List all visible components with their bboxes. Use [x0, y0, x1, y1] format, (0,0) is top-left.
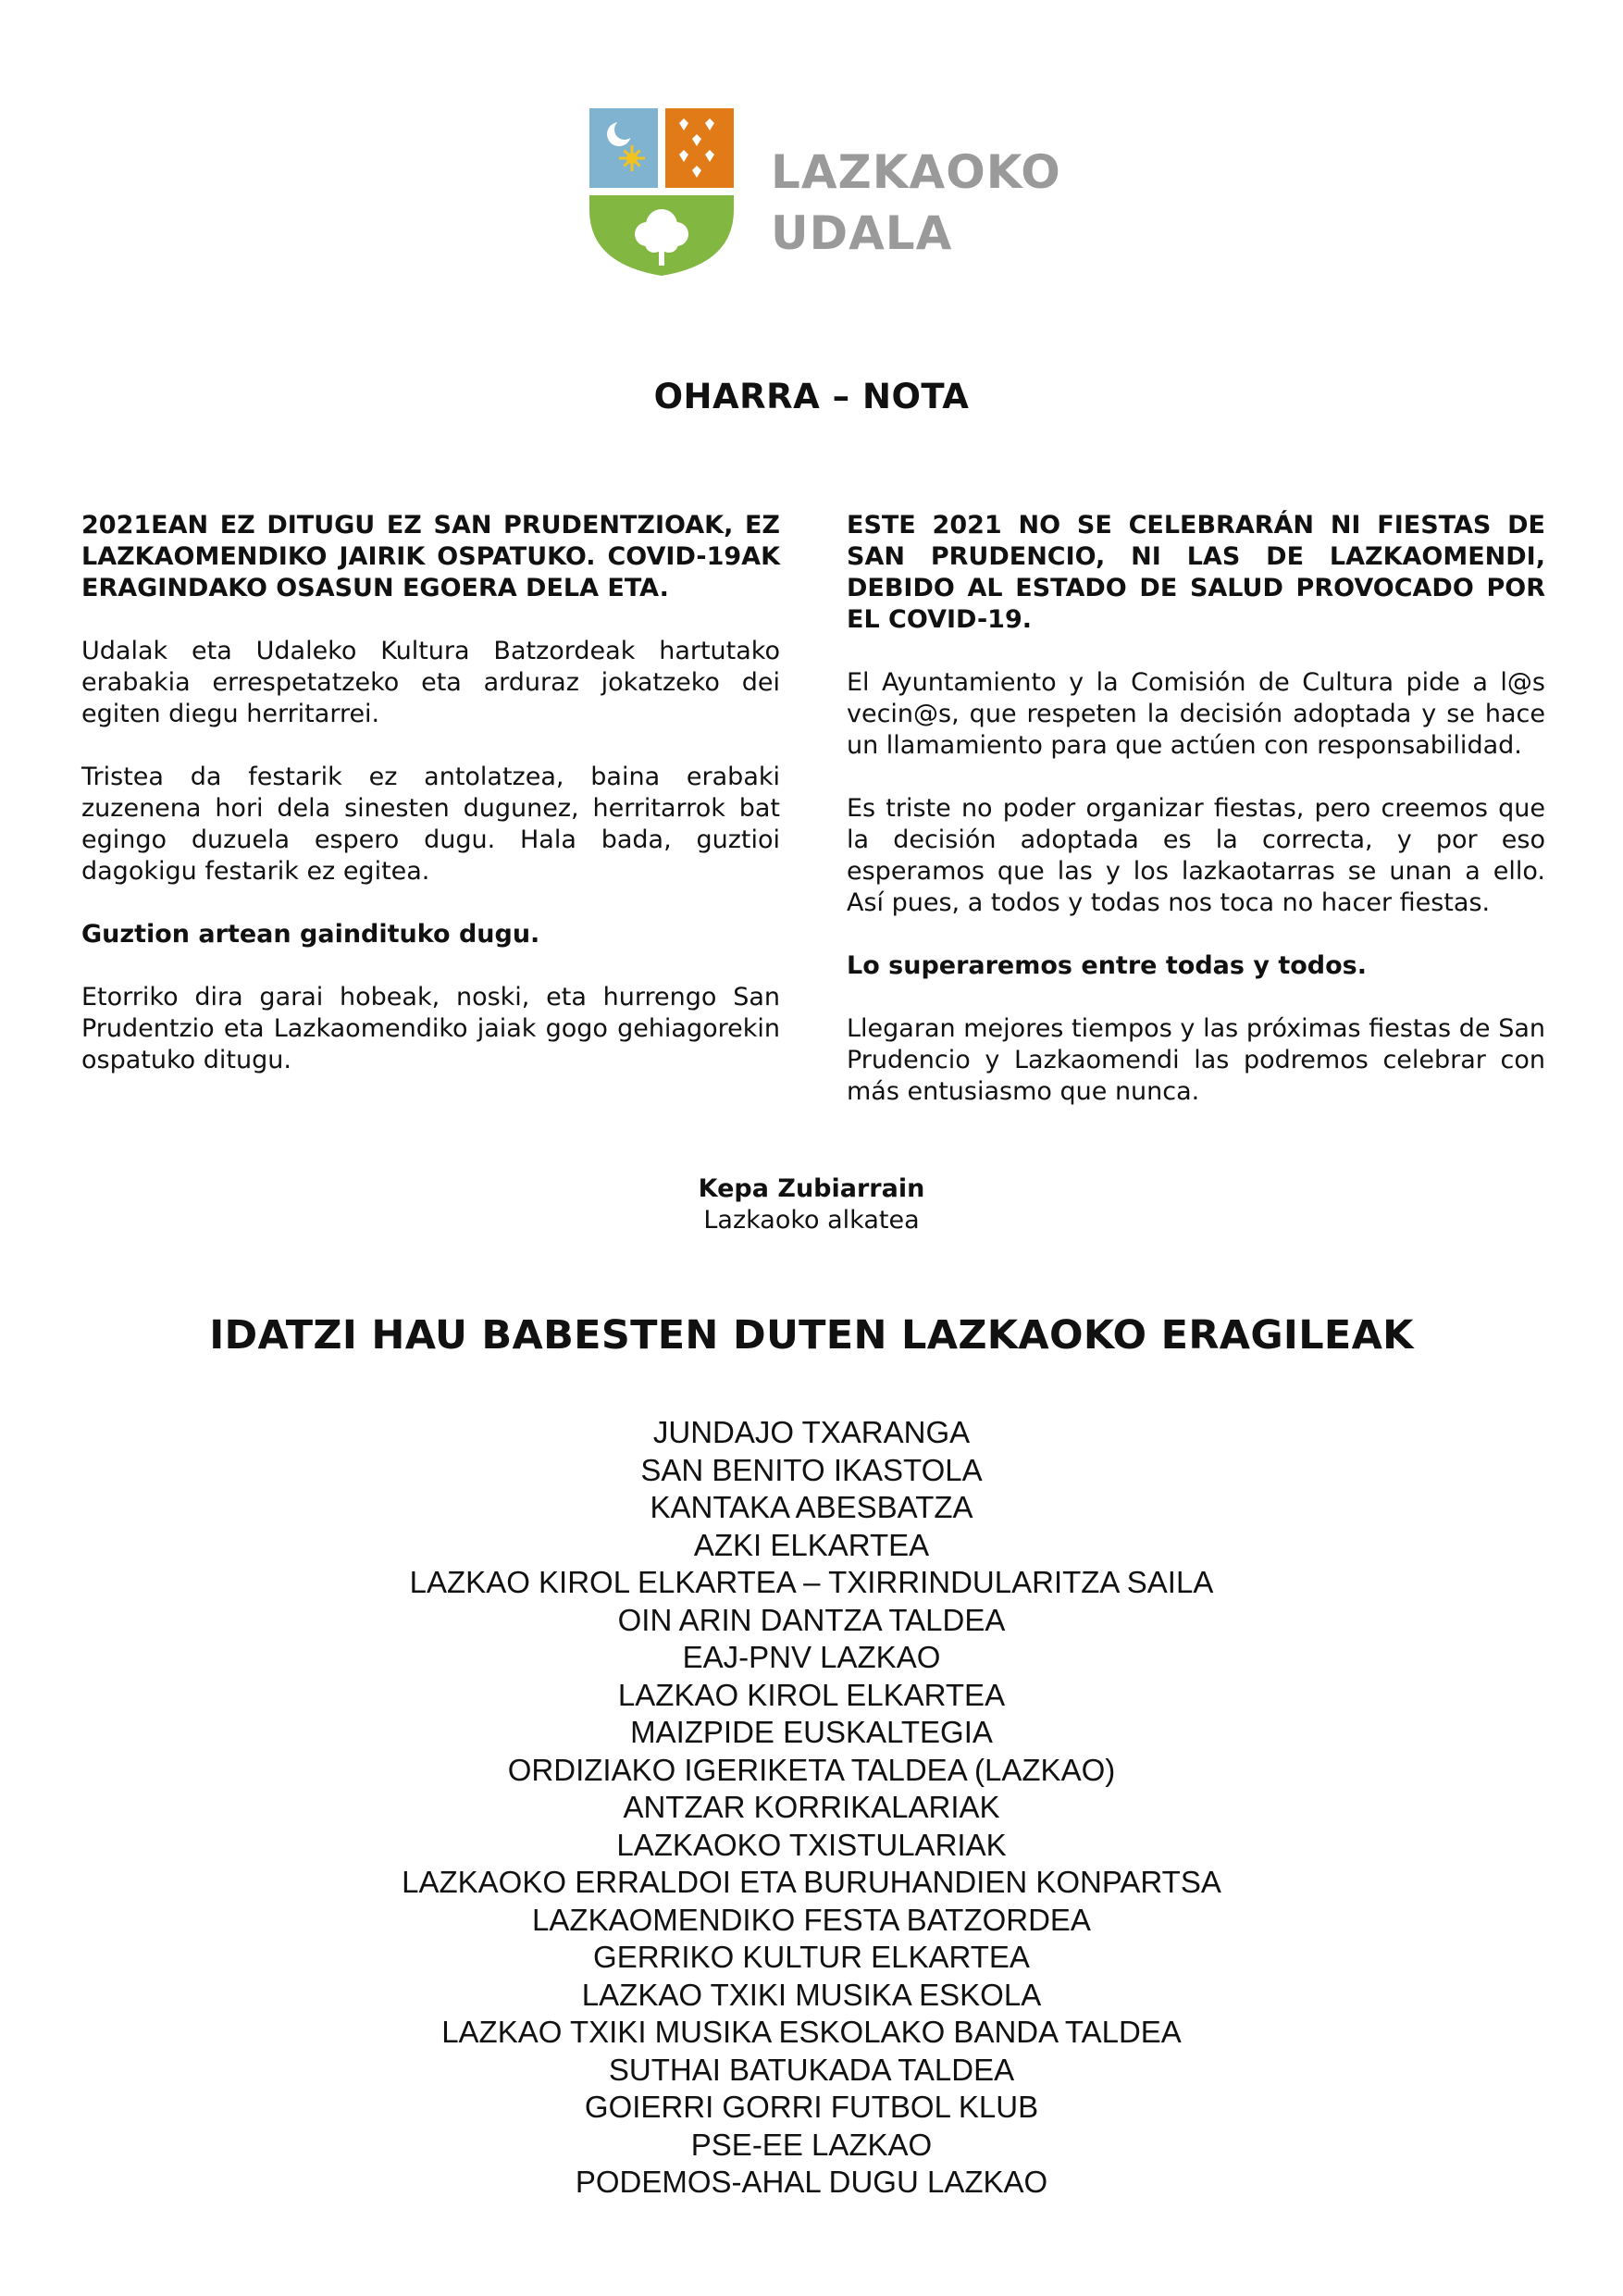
signature-block: [0, 1173, 1623, 1236]
spanish-paragraph-request: El Ayuntamiento y la Comisión de Cultura pide a l@s vecin@s, que respeten la decisión adoptada y se hace un llamamiento para que actúen con responsabilidad.: [847, 668, 1545, 760]
list-item: ANTZAR KORRIKALARIAK: [623, 1790, 1000, 1824]
list-item: GOIERRI GORRI FUTBOL KLUB: [584, 2090, 1039, 2124]
basque-column: [81, 510, 780, 1076]
list-item: LAZKAOKO TXISTULARIAK: [616, 1827, 1007, 1862]
basque-slogan: Guztion artean gaindituko dugu.: [81, 920, 540, 949]
list-item: ORDIZIAKO IGERIKETA TALDEA (LAZKAO): [507, 1752, 1116, 1787]
supporters-heading: IDATZI HAU BABESTEN DUTEN LAZKAOKO ERAGILEAK: [209, 1312, 1414, 1359]
logo-line-2: UDALA: [771, 206, 953, 260]
list-item: LAZKAO TXIKI MUSIKA ESKOLA: [581, 1977, 1042, 2012]
spanish-column: [847, 510, 1545, 1108]
list-item: JUNDAJO TXARANGA: [652, 1415, 971, 1449]
spanish-headline: ESTE 2021 NO SE CELEBRARÁN NI FIESTAS DE SAN PRUDENCIO, NI LAS DE LAZKAOMENDI, DEBIDO AL ESTADO DE SALUD PROVOCADO POR EL COVID-19.: [847, 511, 1545, 634]
supporters-list: [0, 1414, 1623, 2202]
list-item: LAZKAOMENDIKO FESTA BATZORDEA: [532, 1902, 1091, 1937]
spanish-paragraph-sad: Es triste no poder organizar fiestas, pero creemos que la decisión adoptada es la correcta, y por eso esperamos que las y los lazkaotarras se unan a ello. Así pues, a todos y todas nos toca no hacer fiestas.: [847, 794, 1545, 917]
list-item: EAJ-PNV LAZKAO: [682, 1640, 941, 1674]
coat-of-arms-icon: [588, 106, 736, 278]
list-item: KANTAKA ABESBATZA: [650, 1490, 973, 1524]
list-item: AZKI ELKARTEA: [693, 1527, 930, 1562]
list-item: PSE-EE LAZKAO: [690, 2127, 933, 2162]
list-item: LAZKAO KIROL ELKARTEA – TXIRRINDULARITZA SAILA: [409, 1565, 1214, 1599]
list-item: OIN ARIN DANTZA TALDEA: [617, 1602, 1006, 1637]
logo-line-1: LAZKAOKO: [771, 145, 1061, 199]
list-item: MAIZPIDE EUSKALTEGIA: [630, 1715, 993, 1749]
spanish-slogan: Lo superaremos entre todas y todos.: [847, 951, 1368, 980]
spanish-paragraph-future: Llegaran mejores tiempos y las próximas fiestas de San Prudencio y Lazkaomendi las podremos celebrar con más entusiasmo que nunca.: [847, 1014, 1545, 1106]
basque-headline: 2021EAN EZ DITUGU EZ SAN PRUDENTZIOAK, EZ LAZKAOMENDIKO JAIRIK OSPATUKO. COVID-19AK ERAGINDAKO OSASUN EGOERA DELA ETA.: [81, 511, 780, 602]
municipal-logo: [588, 106, 1059, 282]
basque-paragraph-future: Etorriko dira garai hobeak, noski, eta hurrengo San Prudentzio eta Lazkaomendiko jaiak gogo gehiagorekin ospatuko ditugu.: [81, 983, 780, 1074]
signatory-name: Kepa Zubiarrain: [698, 1174, 925, 1203]
list-item: PODEMOS-AHAL DUGU LAZKAO: [575, 2165, 1048, 2199]
list-item: GERRIKO KULTUR ELKARTEA: [593, 1940, 1030, 1974]
basque-paragraph-sad: Tristea da festarik ez antolatzea, baina erabaki zuzenena hori dela sinesten dugunez, herritarrok bat egingo duzuela espero dugu. Hala bada, guztioi dagokigu festarik ez egitea.: [81, 763, 780, 886]
logo-wordmark: [771, 142, 1061, 264]
basque-paragraph-request: Udalak eta Udaleko Kultura Batzordeak hartutako erabakia errespetatzeko eta arduraz jokatzeko dei egiten diegu herritarrei.: [81, 637, 780, 728]
list-item: SAN BENITO IKASTOLA: [640, 1452, 983, 1487]
signatory-role: Lazkaoko alkatea: [703, 1206, 920, 1235]
page-title: OHARRA – NOTA: [653, 377, 970, 416]
list-item: SUTHAI BATUKADA TALDEA: [608, 2052, 1015, 2087]
list-item: LAZKAOKO ERRALDOI ETA BURUHANDIEN KONPARTSA: [402, 1865, 1221, 1899]
list-item: LAZKAO KIROL ELKARTEA: [617, 1677, 1006, 1712]
list-item: LAZKAO TXIKI MUSIKA ESKOLAKO BANDA TALDEA: [441, 2015, 1182, 2049]
